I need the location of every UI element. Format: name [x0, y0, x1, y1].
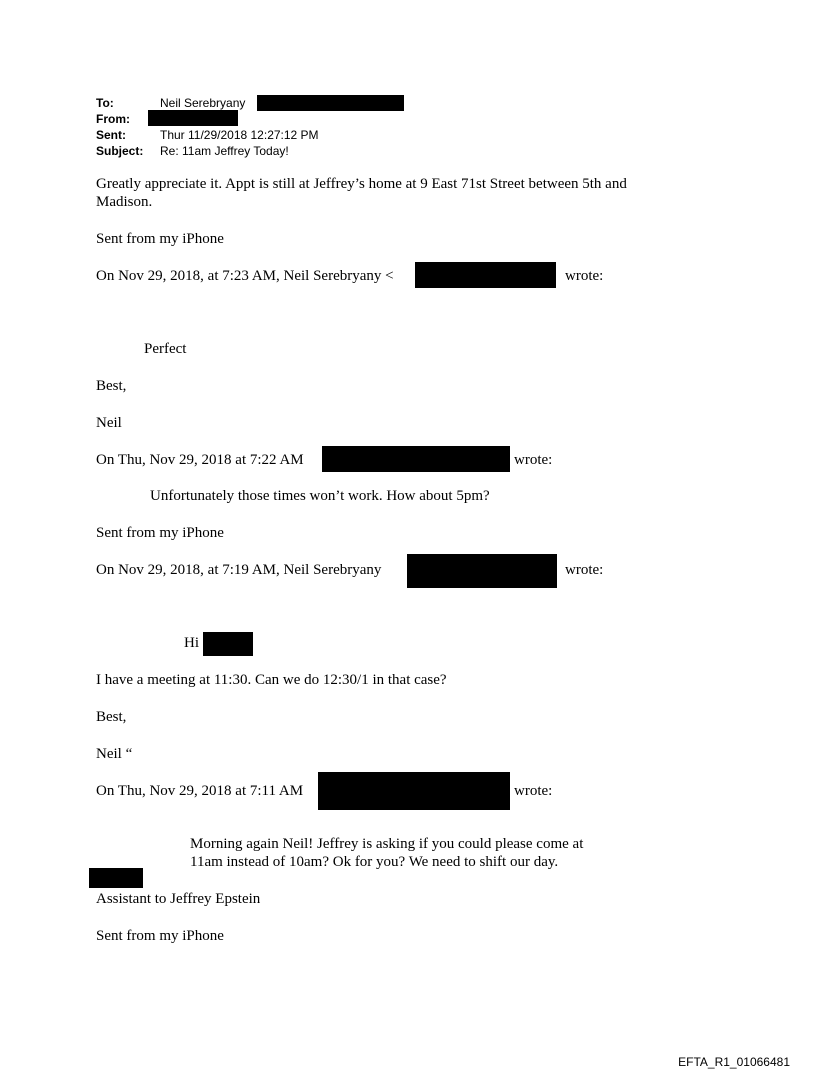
quote4-suffix: wrote: [514, 783, 553, 799]
sent-label: Sent: [96, 128, 126, 142]
best-2: Best, [96, 709, 127, 725]
to-label: To: [96, 96, 114, 110]
assistant-signature: Assistant to Jeffrey Epstein [96, 891, 261, 907]
quote1-suffix: wrote: [565, 268, 604, 284]
quote3-suffix: wrote: [565, 562, 604, 578]
perfect-text: Perfect [144, 341, 187, 357]
from-label: From: [96, 112, 130, 126]
quote3-prefix: On Nov 29, 2018, at 7:19 AM, Neil Serebryany [96, 562, 382, 578]
sent-from-iphone-2: Sent from my iPhone [96, 525, 224, 541]
redaction-to-email [257, 95, 404, 111]
redaction-quote2-sender [322, 446, 510, 472]
best-1: Best, [96, 378, 127, 394]
meeting-text: I have a meeting at 11:30. Can we do 12:30/1 in that case? [96, 672, 447, 688]
redaction-assistant-name [89, 868, 143, 888]
redaction-quote3-email [407, 554, 557, 588]
redaction-quote4-sender [318, 772, 510, 810]
quote2-prefix: On Thu, Nov 29, 2018 at 7:22 AM [96, 452, 304, 468]
morning-text-line1: Morning again Neil! Jeffrey is asking if you could please come at [190, 836, 584, 852]
redaction-from [148, 110, 238, 126]
hi-text: Hi [184, 635, 199, 651]
sent-from-iphone-1: Sent from my iPhone [96, 231, 224, 247]
subject-value: Re: 11am Jeffrey Today! [160, 144, 289, 158]
unfortunately-text: Unfortunately those times won’t work. How about 5pm? [150, 488, 490, 504]
subject-label: Subject: [96, 144, 144, 158]
sent-value: Thur 11/29/2018 12:27:12 PM [160, 128, 319, 142]
body-paragraph-line1: Greatly appreciate it. Appt is still at Jeffrey’s home at 9 East 71st Street between 5th and [96, 176, 627, 192]
quote2-suffix: wrote: [514, 452, 553, 468]
quote4-prefix: On Thu, Nov 29, 2018 at 7:11 AM [96, 783, 304, 799]
sent-from-iphone-3: Sent from my iPhone [96, 928, 224, 944]
bates-number: EFTA_R1_01066481 [678, 1055, 790, 1069]
neil-signature-1: Neil [96, 415, 122, 431]
redaction-quote1-email [415, 262, 556, 288]
redaction-hi-name [203, 632, 253, 656]
quote1-prefix: On Nov 29, 2018, at 7:23 AM, Neil Serebryany < [96, 268, 394, 284]
morning-text-line2: 11am instead of 10am? Ok for you? We need to shift our day. [190, 854, 559, 870]
to-value: Neil Serebryany [160, 96, 246, 110]
neil-signature-2: Neil “ [96, 746, 133, 762]
body-paragraph-line2: Madison. [96, 194, 153, 210]
